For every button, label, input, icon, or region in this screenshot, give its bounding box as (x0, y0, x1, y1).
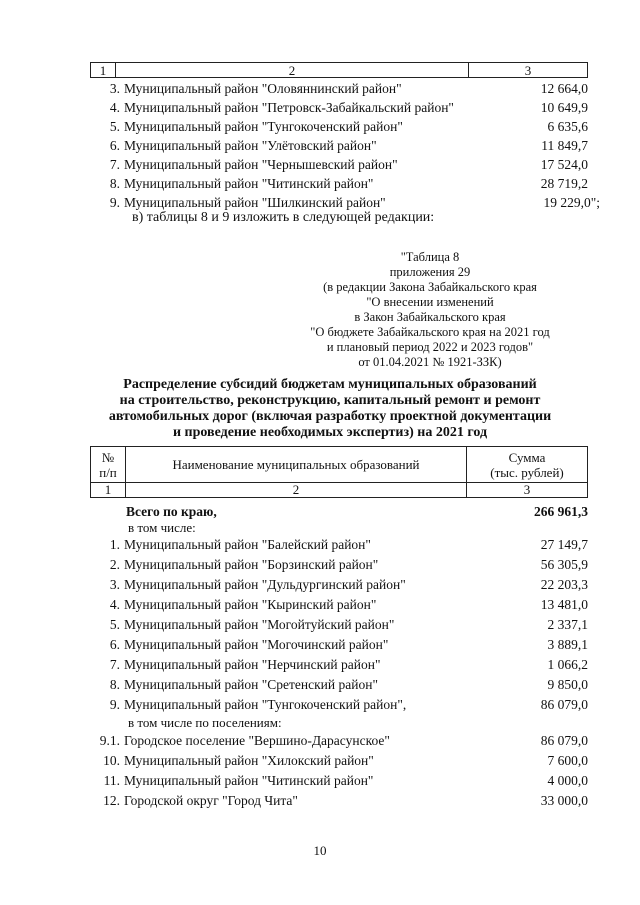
row-number: 3. (109, 81, 120, 96)
row-number: 11. (103, 773, 120, 788)
row-name: Муниципальный район "Петровск-Забайкальский район" (124, 100, 454, 115)
table-row (0, 535, 640, 554)
row-name: Муниципальный район "Могойтуйский район" (124, 617, 395, 632)
header-name-cell: Наименование муниципальных образований (126, 447, 467, 483)
row-name: Муниципальный район "Могочинский район" (124, 637, 389, 652)
header-number-cell (91, 447, 126, 483)
list-item (0, 117, 640, 136)
table-row (0, 635, 640, 654)
row-name: Муниципальный район "Оловяннинский район" (124, 81, 402, 96)
page-number: 10 (313, 843, 327, 858)
row-name: Муниципальный район "Тунгокоченский район" (124, 119, 403, 134)
row-number: 6. (109, 637, 120, 652)
title-line: автомобильных дорог (включая разработку проектной документации (108, 409, 552, 424)
table-row (0, 731, 640, 750)
row-name: Муниципальный район "Дульдургинский район" (124, 577, 406, 592)
settlements-label: в том числе по поселениям: (128, 715, 282, 730)
row-number: 8. (109, 677, 120, 692)
row-name: Муниципальный район "Читинский район" (124, 773, 374, 788)
note-line: "Таблица 8 (400, 250, 460, 264)
row-value: 17 524,0 (540, 157, 588, 172)
row-name: Муниципальный район "Хилокский район" (124, 753, 374, 768)
note-line: в Закон Забайкальского края (354, 310, 506, 324)
row-number: 6. (109, 138, 120, 153)
row-value: 86 079,0 (540, 733, 588, 748)
row-name: Муниципальный район "Тунгокоченский район", (124, 697, 407, 712)
including-label: в том числе: (128, 520, 196, 535)
row-number: 8. (109, 176, 120, 191)
header-sum-line1: Сумма (508, 449, 546, 465)
row-name: Муниципальный район "Читинский район" (124, 176, 374, 191)
main-table-header (90, 446, 588, 498)
header-sum-cell (467, 447, 588, 483)
note-line: (в редакции Закона Забайкальского края (323, 280, 537, 294)
row-number: 12. (103, 793, 120, 808)
note-line: приложения 29 (389, 265, 471, 279)
header-index-2: 2 (126, 483, 467, 498)
top-header-col1: 1 (91, 63, 116, 78)
note-line: и плановый период 2022 и 2023 годов" (326, 340, 534, 354)
row-number: 5. (109, 119, 120, 134)
row-name: Муниципальный район "Чернышевский район" (124, 157, 398, 172)
row-name: Муниципальный район "Сретенский район" (124, 677, 378, 692)
row-number: 4. (109, 100, 120, 115)
note-line: "О бюджете Забайкальского края на 2021 год (310, 325, 550, 339)
row-number: 3. (109, 577, 120, 592)
list-item (0, 174, 640, 193)
table-row (0, 655, 640, 674)
note-line: "О внесении изменений (366, 295, 494, 309)
table-row (0, 675, 640, 694)
row-value: 9 850,0 (547, 677, 588, 692)
top-header-col3: 3 (469, 63, 588, 78)
row-value: 3 889,1 (547, 637, 588, 652)
note-line: от 01.04.2021 № 1921-ЗЗК) (358, 355, 502, 369)
total-label: Всего по краю, (126, 504, 217, 519)
row-number: 9. (109, 195, 120, 210)
list-item (0, 79, 640, 98)
row-value: 2 337,1 (547, 617, 588, 632)
header-number-line2: п/п (99, 464, 117, 480)
row-value: 56 305,9 (540, 557, 588, 572)
row-value: 13 481,0 (540, 597, 588, 612)
row-value: 12 664,0 (540, 81, 588, 96)
top-header-col2: 2 (116, 63, 469, 78)
title-line: Распределение субсидий бюджетам муниципальных образований (123, 377, 537, 392)
header-sum-line2: (тыс. рублей) (490, 464, 564, 480)
row-name: Городской округ "Город Чита" (124, 793, 298, 808)
row-number: 10. (103, 753, 120, 768)
intro-text: в) таблицы 8 и 9 изложить в следующей редакции: (132, 210, 435, 225)
row-value: 86 079,0 (540, 697, 588, 712)
header-number-line1: № (101, 449, 115, 465)
row-name: Муниципальный район "Шилкинский район" (124, 195, 386, 210)
row-value: 7 600,0 (547, 753, 588, 768)
row-number: 7. (109, 657, 120, 672)
row-value: 6 635,6 (547, 119, 588, 134)
total-value: 266 961,3 (534, 504, 588, 519)
table-row (0, 695, 640, 714)
table-row (0, 575, 640, 594)
row-number: 7. (109, 157, 120, 172)
row-value: 4 000,0 (547, 773, 588, 788)
table-row (0, 771, 640, 790)
row-number: 1. (109, 537, 120, 552)
row-name: Муниципальный район "Кыринский район" (124, 597, 377, 612)
row-value: 10 649,9 (540, 100, 588, 115)
row-value: 28 719,2 (540, 176, 588, 191)
list-item (0, 98, 640, 117)
top-table-header (90, 62, 588, 78)
table-row (0, 751, 640, 770)
row-name: Городское поселение "Вершино-Дарасунское" (124, 733, 390, 748)
table-row (0, 791, 640, 810)
row-number: 4. (109, 597, 120, 612)
row-value: 1 066,2 (547, 657, 588, 672)
row-value: 22 203,3 (540, 577, 588, 592)
row-value: 27 149,7 (540, 537, 588, 552)
row-value: 19 229,0"; (543, 195, 600, 210)
row-number: 9.1. (99, 733, 120, 748)
header-index-3: 3 (467, 483, 588, 498)
row-name: Муниципальный район "Балейский район" (124, 537, 371, 552)
title-line: и проведение необходимых экспертиз) на 2021 год (172, 425, 488, 440)
table-row (0, 615, 640, 634)
title-line: на строительство, реконструкцию, капитальный ремонт и ремонт (119, 393, 541, 408)
row-number: 2. (109, 557, 120, 572)
table-row (0, 595, 640, 614)
row-number: 9. (109, 697, 120, 712)
table-row (0, 555, 640, 574)
list-item (0, 136, 640, 155)
row-name: Муниципальный район "Нерчинский район" (124, 657, 381, 672)
header-index-1: 1 (91, 483, 126, 498)
list-item (0, 155, 640, 174)
row-number: 5. (109, 617, 120, 632)
row-value: 33 000,0 (540, 793, 588, 808)
row-value: 11 849,7 (541, 138, 588, 153)
total-row (0, 502, 640, 521)
row-name: Муниципальный район "Борзинский район" (124, 557, 379, 572)
row-name: Муниципальный район "Улётовский район" (124, 138, 377, 153)
